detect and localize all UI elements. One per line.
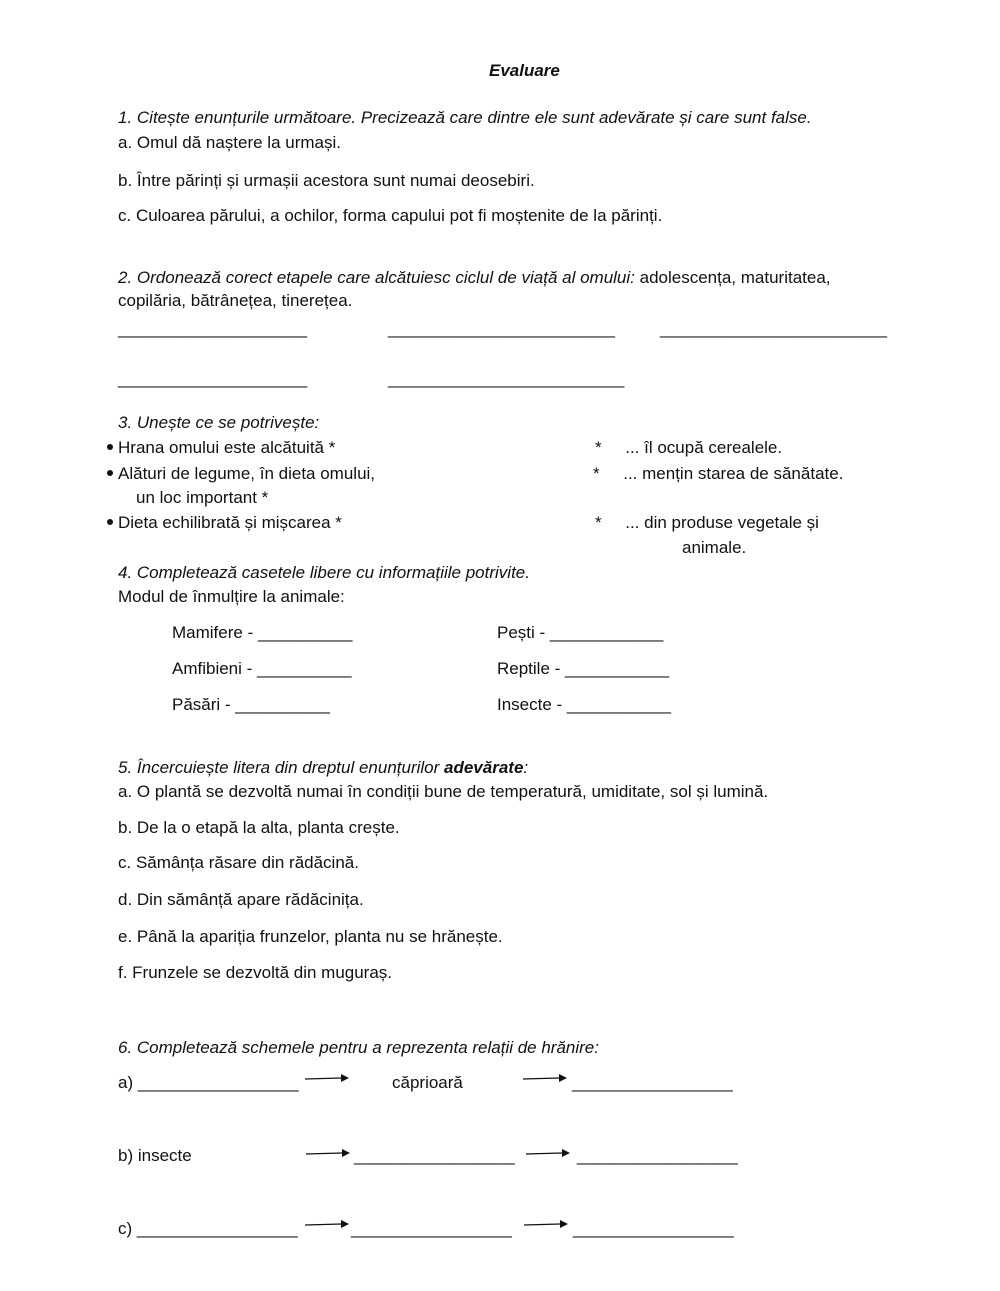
- q5-item-b[interactable]: b. De la o etapă la alta, planta crește.: [118, 818, 400, 837]
- q2-blank-5[interactable]: _________________________: [388, 369, 625, 388]
- q5-item-e[interactable]: e. Până la apariția frunzelor, planta nu se hrănește.: [118, 927, 503, 946]
- q6-row-c-middle[interactable]: _________________: [351, 1219, 512, 1238]
- q6-row-a-end[interactable]: _________________: [572, 1073, 733, 1092]
- q3-prompt: 3. Unește ce se potrivește:: [118, 413, 320, 432]
- arrow-right-icon: [524, 1220, 568, 1228]
- q5-prompt-emphasis: adevărate: [444, 758, 524, 777]
- q4-pasari[interactable]: Păsări - __________: [172, 695, 330, 714]
- arrow-right-icon: [523, 1074, 567, 1082]
- bullet-icon: [107, 444, 113, 450]
- q6-row-a-middle: căprioară: [392, 1073, 463, 1092]
- q6-row-b-start: b) insecte: [118, 1146, 192, 1165]
- q1-prompt: 1. Citește enunțurile următoare. Precizează care dintre ele sunt adevărate și care sunt false.: [118, 108, 812, 127]
- q5-item-c[interactable]: c. Sămânța răsare din rădăcină.: [118, 853, 359, 872]
- q2-blank-3[interactable]: ________________________: [660, 319, 887, 338]
- q4-reptile[interactable]: Reptile - ___________: [497, 659, 670, 678]
- q3-right-3-cont[interactable]: animale.: [682, 538, 747, 557]
- arrow-right-icon: [305, 1220, 349, 1228]
- q2-options-2: copilăria, bătrânețea, tinerețea.: [118, 291, 353, 310]
- q4-insecte[interactable]: Insecte - ___________: [497, 695, 671, 714]
- q3-left-2-cont[interactable]: un loc important *: [136, 488, 269, 507]
- q2-prompt: 2. Ordonează corect etapele care alcătuiesc ciclul de viață al omului:: [118, 268, 635, 287]
- q6-row-b-end[interactable]: _________________: [577, 1146, 738, 1165]
- q4-mamifere[interactable]: Mamifere - __________: [172, 623, 353, 642]
- q3-right-2[interactable]: * ... mențin starea de sănătate.: [593, 464, 844, 483]
- q5-item-a[interactable]: a. O plantă se dezvoltă numai în condiții bune de temperatură, umiditate, sol și lumină.: [118, 782, 769, 801]
- q4-subtitle: Modul de înmulțire la animale:: [118, 587, 345, 606]
- page-title: Evaluare: [489, 61, 560, 80]
- arrow-right-icon: [306, 1149, 350, 1157]
- arrow-right-icon: [305, 1074, 349, 1082]
- q6-row-b-middle[interactable]: _________________: [354, 1146, 515, 1165]
- q6-row-c-end[interactable]: _________________: [573, 1219, 734, 1238]
- arrow-right-icon: [526, 1149, 570, 1157]
- q3-left-1[interactable]: Hrana omului este alcătuită *: [118, 438, 336, 457]
- q5-item-f[interactable]: f. Frunzele se dezvoltă din muguraș.: [118, 963, 393, 982]
- q1-item-b: b. Între părinți și urmașii acestora sunt numai deosebiri.: [118, 171, 535, 190]
- q2-blank-4[interactable]: ____________________: [118, 369, 308, 388]
- q3-right-1[interactable]: * ... îl ocupă cerealele.: [595, 438, 783, 457]
- q2-prompt-line: [118, 267, 831, 288]
- q6-row-a-start[interactable]: a) _________________: [118, 1073, 299, 1092]
- q2-blank-2[interactable]: ________________________: [388, 319, 615, 338]
- q4-prompt: 4. Completează casetele libere cu informațiile potrivite.: [118, 563, 530, 582]
- q1-item-c: c. Culoarea părului, a ochilor, forma capului pot fi moștenite de la părinți.: [118, 206, 663, 225]
- bullet-icon: [107, 470, 113, 476]
- q3-right-3[interactable]: * ... din produse vegetale și: [595, 513, 819, 532]
- q4-pesti[interactable]: Pești - ____________: [497, 623, 664, 642]
- q2-blank-1[interactable]: ____________________: [118, 319, 308, 338]
- q3-left-3[interactable]: Dieta echilibrată și mișcarea *: [118, 513, 342, 532]
- q6-row-c-start[interactable]: c) _________________: [118, 1219, 298, 1238]
- q5-item-d[interactable]: d. Din sămânță apare rădăcinița.: [118, 890, 364, 909]
- q4-amfibieni[interactable]: Amfibieni - __________: [172, 659, 352, 678]
- q6-prompt: 6. Completează schemele pentru a reprezenta relații de hrănire:: [118, 1038, 599, 1057]
- q3-left-2[interactable]: Alături de legume, în dieta omului,: [118, 464, 376, 483]
- bullet-icon: [107, 519, 113, 525]
- q5-prompt-text: 5. Încercuiește litera din dreptul enunțurilor: [118, 758, 445, 777]
- q1-item-a: a. Omul dă naștere la urmași.: [118, 133, 341, 152]
- q2-options-1: adolescența, maturitatea,: [634, 268, 831, 287]
- q5-prompt-colon: :: [523, 758, 529, 777]
- q5-prompt: [118, 757, 528, 778]
